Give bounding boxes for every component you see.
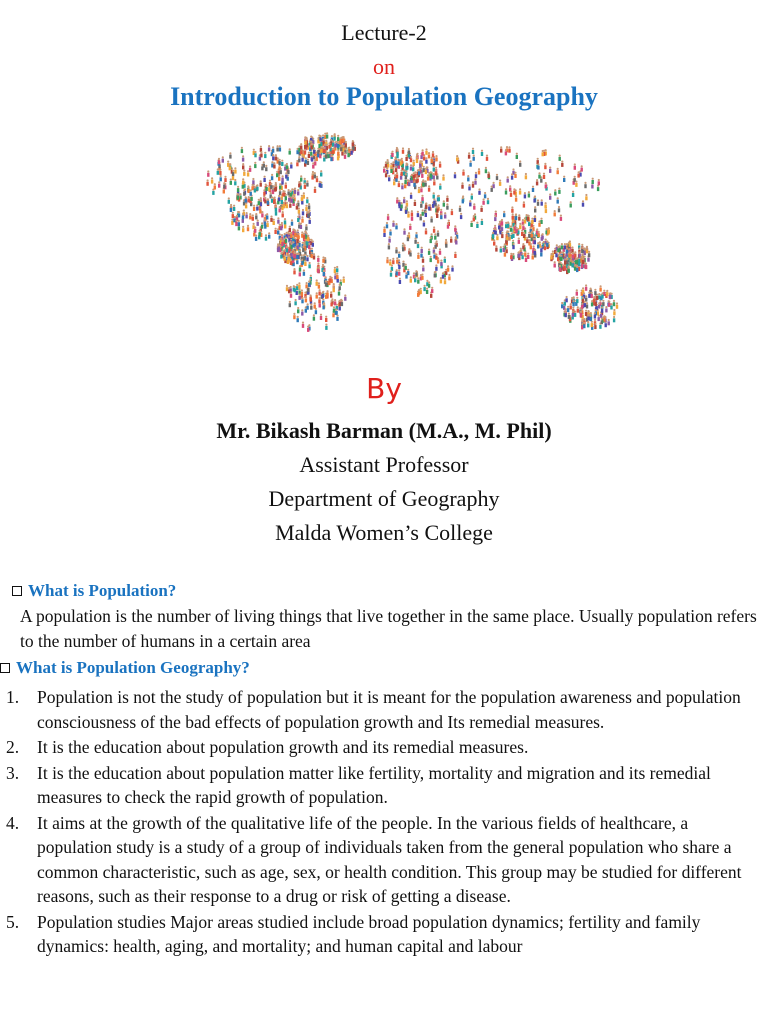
population-geography-list	[0, 685, 768, 960]
list-item-number: 3.	[6, 762, 20, 783]
list-item-text: Population studies Major areas studied include broad population dynamics; fertility and family dynamics: health, aging, and mortality; and human capital and labour	[37, 911, 701, 956]
lecture-number: Lecture-2	[341, 20, 427, 45]
list-item-text: Population is not the study of population but it is meant for the population awareness and population consciousness of the bad effects of population growth and Its remedial measures.	[37, 687, 741, 732]
page-title: Introduction to Population Geography	[170, 82, 598, 111]
author-designation: Assistant Professor	[299, 452, 469, 477]
author-name: Mr. Bikash Barman (M.A., M. Phil)	[216, 418, 552, 443]
by-label: By	[366, 372, 402, 405]
population-definition: A population is the number of living things that live together in the same place. Usually population refers to the number of humans in a certain area	[20, 606, 757, 651]
on-label: on	[373, 54, 395, 79]
author-department: Department of Geography	[268, 486, 500, 511]
list-item	[0, 811, 768, 909]
author-college: Malda Women’s College	[275, 520, 493, 545]
checkbox-bullet-icon	[0, 663, 10, 673]
list-item	[0, 735, 768, 760]
list-item	[0, 761, 768, 810]
section-heading-population-geography	[0, 658, 250, 678]
section-heading-population	[12, 581, 176, 601]
list-item	[0, 910, 768, 959]
list-item-text: It is the education about population growth and its remedial measures.	[37, 737, 529, 757]
list-item-text: It is the education about population matter like fertility, mortality and migration and its remedial measures to check the rapid growth of population.	[37, 762, 711, 807]
list-item-number: 1.	[6, 687, 20, 707]
list-item-number: 2.	[6, 737, 20, 757]
list-item-text: It aims at the growth of the qualitative life of the people. In the various fields of healthcare, a population study is a study of a group of individuals taken from the general population who share a common characteristic, such as age, sex, or health condition. This group may be studied for different reasons, such as their response to a drug or risk of getting a disease.	[37, 812, 742, 906]
section-heading-text: What is Population Geography?	[16, 658, 250, 677]
list-item-number: 4.	[6, 812, 20, 833]
checkbox-bullet-icon	[12, 586, 22, 596]
list-item-number: 5.	[6, 911, 20, 932]
section-heading-text: What is Population?	[28, 581, 177, 600]
list-item	[0, 685, 768, 734]
world-map-people-icon	[176, 132, 666, 364]
